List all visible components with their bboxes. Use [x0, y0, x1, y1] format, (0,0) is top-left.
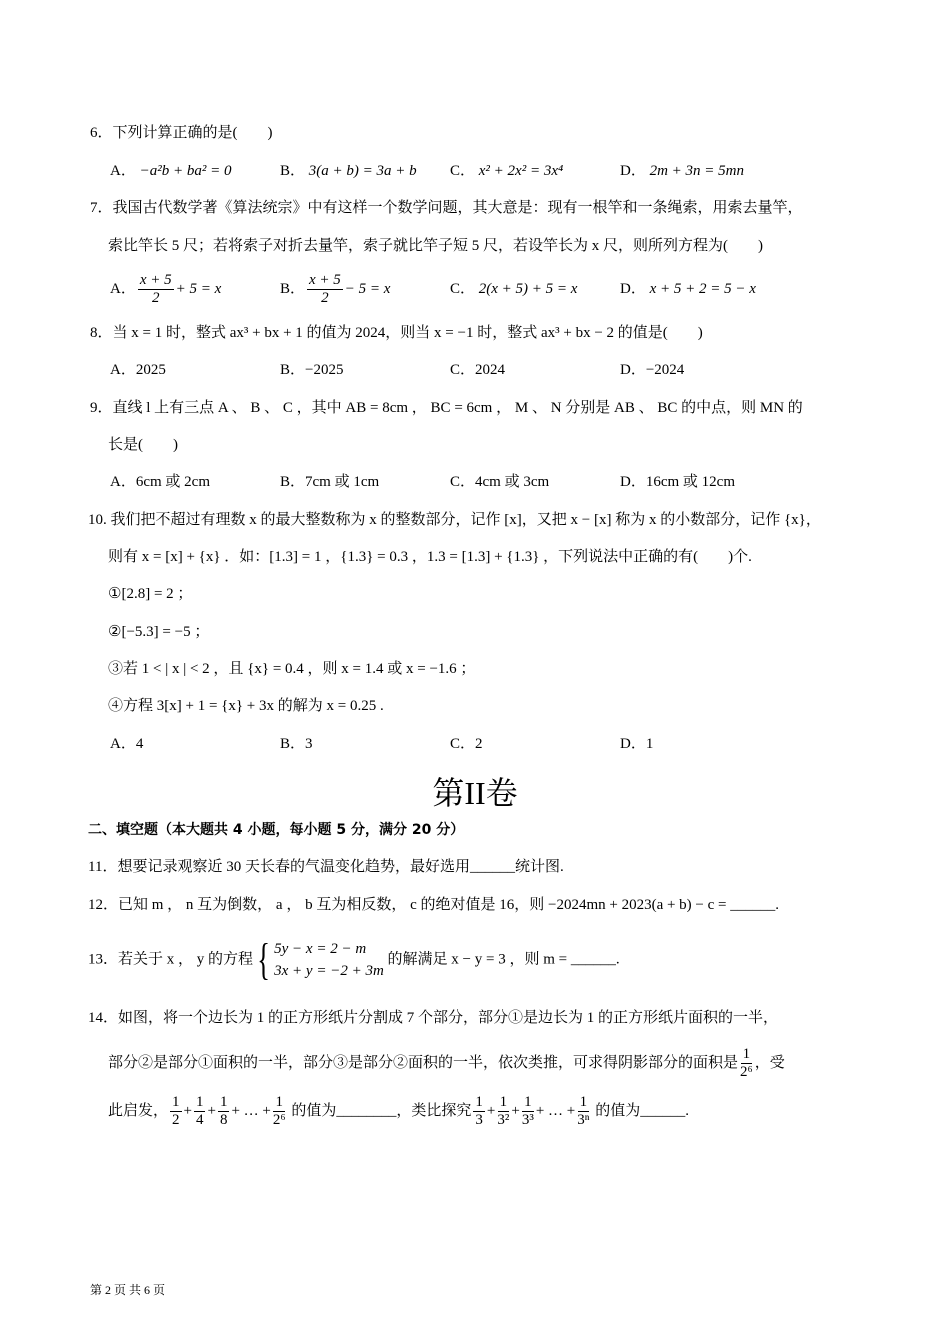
- equation-2: 3x + y = −2 + 3m: [274, 963, 384, 979]
- q7-option-d: [620, 279, 756, 299]
- page-footer: 第 2 页 共 6 页: [90, 1283, 166, 1297]
- text: ，受: [754, 1054, 785, 1071]
- section-heading: 二、填空题（本大题共 4 小题，每小题 5 分，满分 20 分）: [88, 822, 465, 838]
- q10-line1: 10. 我们把不超过有理数 x 的最大整数称为 x 的整数部分，记作 [x]，又把 x − [x] 称为 x 的小数部分，记作 {x}，: [88, 512, 821, 528]
- q6-option-d: [620, 161, 744, 181]
- option-value: x² + 2x² = 3x⁴: [478, 163, 564, 179]
- q10-option-d: D．1: [620, 736, 654, 752]
- option-label: C．: [450, 163, 476, 179]
- q8-option-a: A．2025: [110, 362, 166, 378]
- q10-line2: 则有 x = [x] + {x} ．如：[1.3] = 1 ，{1.3} = 0.3 ，1.3 = [1.3] + {1.3} ，下列说法中正确的有( )个.: [108, 549, 752, 565]
- q14-line2: [108, 1046, 785, 1081]
- text: 此启发，: [108, 1102, 169, 1119]
- q7-line2: 索比竿长 5 尺；若将索子对折去量竿，索子就比竿子短 5 尺，若设竿长为 x 尺，则所列方程为( ): [108, 238, 763, 254]
- q6-stem: 6．下列计算正确的是( ): [90, 125, 273, 141]
- denominator: 8: [219, 1112, 228, 1128]
- option-label: A．: [110, 163, 136, 179]
- option-value: − 5 = x: [344, 280, 391, 297]
- q9-option-c: C．4cm 或 3cm: [450, 474, 550, 490]
- text: 的值为________，类比探究: [291, 1102, 472, 1119]
- numerator: 1: [195, 1094, 204, 1110]
- q9-option-a: A．6cm 或 2cm: [110, 474, 210, 490]
- numerator: 1: [499, 1094, 508, 1110]
- denominator: 3²: [497, 1112, 510, 1128]
- q8-option-c: C．2024: [450, 362, 506, 378]
- q14-line1: 14．如图，将一个边长为 1 的正方形纸片分割成 7 个部分，部分①是边长为 1 的正方形纸片面积的一半，: [88, 1010, 779, 1026]
- fraction: [273, 1094, 286, 1129]
- fraction: [473, 1094, 485, 1129]
- q10-statement-4: ④方程 3[x] + 1 = {x} + 3x 的解为 x = 0.25 .: [108, 698, 384, 714]
- q6-option-b: [280, 161, 417, 181]
- denominator: 2: [321, 290, 329, 306]
- q6-option-c: [450, 161, 563, 181]
- option-label: B．: [280, 163, 306, 179]
- q6-option-a: [110, 161, 231, 181]
- numerator: 1: [579, 1094, 588, 1110]
- numerator: x + 5: [139, 272, 172, 288]
- option-value: 2m + 3n = 5mn: [649, 163, 745, 179]
- option-label: D．: [620, 163, 646, 179]
- option-value: −a²b + ba² = 0: [139, 163, 232, 179]
- q13-tail: 的解满足 x − y = 3 ，则 m = ______.: [387, 951, 620, 968]
- plus: +: [207, 1102, 216, 1119]
- q12: 12．已知 m ， n 互为倒数， a ， b 互为相反数， c 的绝对值是 16，则 −2024mn + 2023(a + b) − c = ______.: [88, 897, 780, 913]
- denominator: 2⁶: [272, 1112, 286, 1128]
- numerator: 1: [524, 1094, 532, 1110]
- q9-option-b: B．7cm 或 1cm: [280, 474, 380, 490]
- q8-option-d: D．−2024: [620, 362, 685, 378]
- option-label: B．: [280, 280, 306, 297]
- q9-line2: 长是( ): [108, 437, 178, 453]
- q9-line1: 9．直线 l 上有三点 A 、 B 、 C ，其中 AB = 8cm ， BC = 6cm ， M 、 N 分别是 AB 、 BC 的中点，则 MN 的: [90, 400, 803, 416]
- q10-option-b: B．3: [280, 736, 313, 752]
- option-value: + 5 = x: [175, 280, 222, 297]
- part-2-heading: 第II卷: [432, 775, 518, 811]
- q10-statement-1: ①[2.8] = 2 ；: [108, 586, 193, 602]
- numerator: 1: [275, 1094, 283, 1110]
- ellipsis: + … +: [231, 1102, 271, 1119]
- option-value: x + 5 + 2 = 5 − x: [649, 281, 756, 297]
- numerator: 1: [219, 1094, 228, 1110]
- fraction: [577, 1094, 589, 1129]
- q7-line1: 7．我国古代数学著《算法统宗》中有这样一个数学问题，其大意是：现有一根竿和一条绳索，用索去量竿，: [90, 200, 803, 216]
- q8-option-b: B．−2025: [280, 362, 344, 378]
- numerator: 1: [172, 1094, 180, 1110]
- plus: +: [183, 1102, 192, 1119]
- option-label: C．: [450, 281, 476, 297]
- denominator: 4: [195, 1112, 204, 1128]
- q10-statement-2: ②[−5.3] = −5 ；: [108, 624, 210, 640]
- text: 部分②是部分①面积的一半，部分③是部分②面积的一半，依次类推，可求得阴影部分的面积是: [108, 1054, 739, 1071]
- text: 的值为______.: [595, 1102, 689, 1119]
- fraction: [522, 1094, 534, 1129]
- fraction: [170, 1094, 182, 1129]
- q14-line3: [108, 1094, 689, 1129]
- option-value: 2(x + 5) + 5 = x: [478, 281, 578, 297]
- fraction: [218, 1094, 230, 1129]
- fraction: [194, 1094, 206, 1129]
- q10-option-a: A．4: [110, 736, 144, 752]
- ellipsis: + … +: [535, 1102, 576, 1119]
- numerator: x + 5: [309, 272, 341, 288]
- denominator: 2: [151, 290, 160, 306]
- brace-icon: {: [257, 935, 270, 984]
- q11: 11．想要记录观察近 30 天长春的气温变化趋势，最好选用______统计图.: [88, 859, 564, 875]
- equation-1: 5y − x = 2 − m: [274, 941, 367, 957]
- q7-option-b: [280, 272, 390, 307]
- numerator: 1: [475, 1094, 483, 1110]
- equation-system: [253, 935, 384, 984]
- fraction: [307, 272, 343, 307]
- q10-option-c: C．2: [450, 736, 483, 752]
- q9-option-d: D．16cm 或 12cm: [620, 474, 735, 490]
- q8-stem: 8．当 x = 1 时，整式 ax³ + bx + 1 的值为 2024，则当 x = −1 时，整式 ax³ + bx − 2 的值是( ): [90, 325, 703, 341]
- q7-option-c: [450, 279, 577, 299]
- denominator: 3ⁿ: [577, 1112, 590, 1128]
- plus: +: [486, 1102, 496, 1119]
- q13: [88, 935, 620, 984]
- denominator: 3³: [521, 1112, 534, 1128]
- fraction: [138, 272, 174, 307]
- option-value: 3(a + b) = 3a + b: [308, 163, 417, 179]
- option-label: D．: [620, 281, 646, 297]
- numerator: 1: [742, 1046, 751, 1062]
- option-label: A．: [110, 280, 136, 297]
- denominator: 3: [475, 1112, 483, 1128]
- plus: +: [511, 1102, 520, 1119]
- fraction: [497, 1094, 509, 1129]
- fraction: [740, 1046, 753, 1081]
- q7-option-a: [110, 272, 221, 307]
- denominator: 2: [172, 1112, 180, 1128]
- q13-stem: 13．若关于 x ， y 的方程: [88, 951, 254, 968]
- q10-statement-3: ③若 1 < | x | < 2 ，且 {x} = 0.4 ，则 x = 1.4 或 x = −1.6 ；: [108, 661, 476, 677]
- denominator: 2⁶: [740, 1064, 753, 1080]
